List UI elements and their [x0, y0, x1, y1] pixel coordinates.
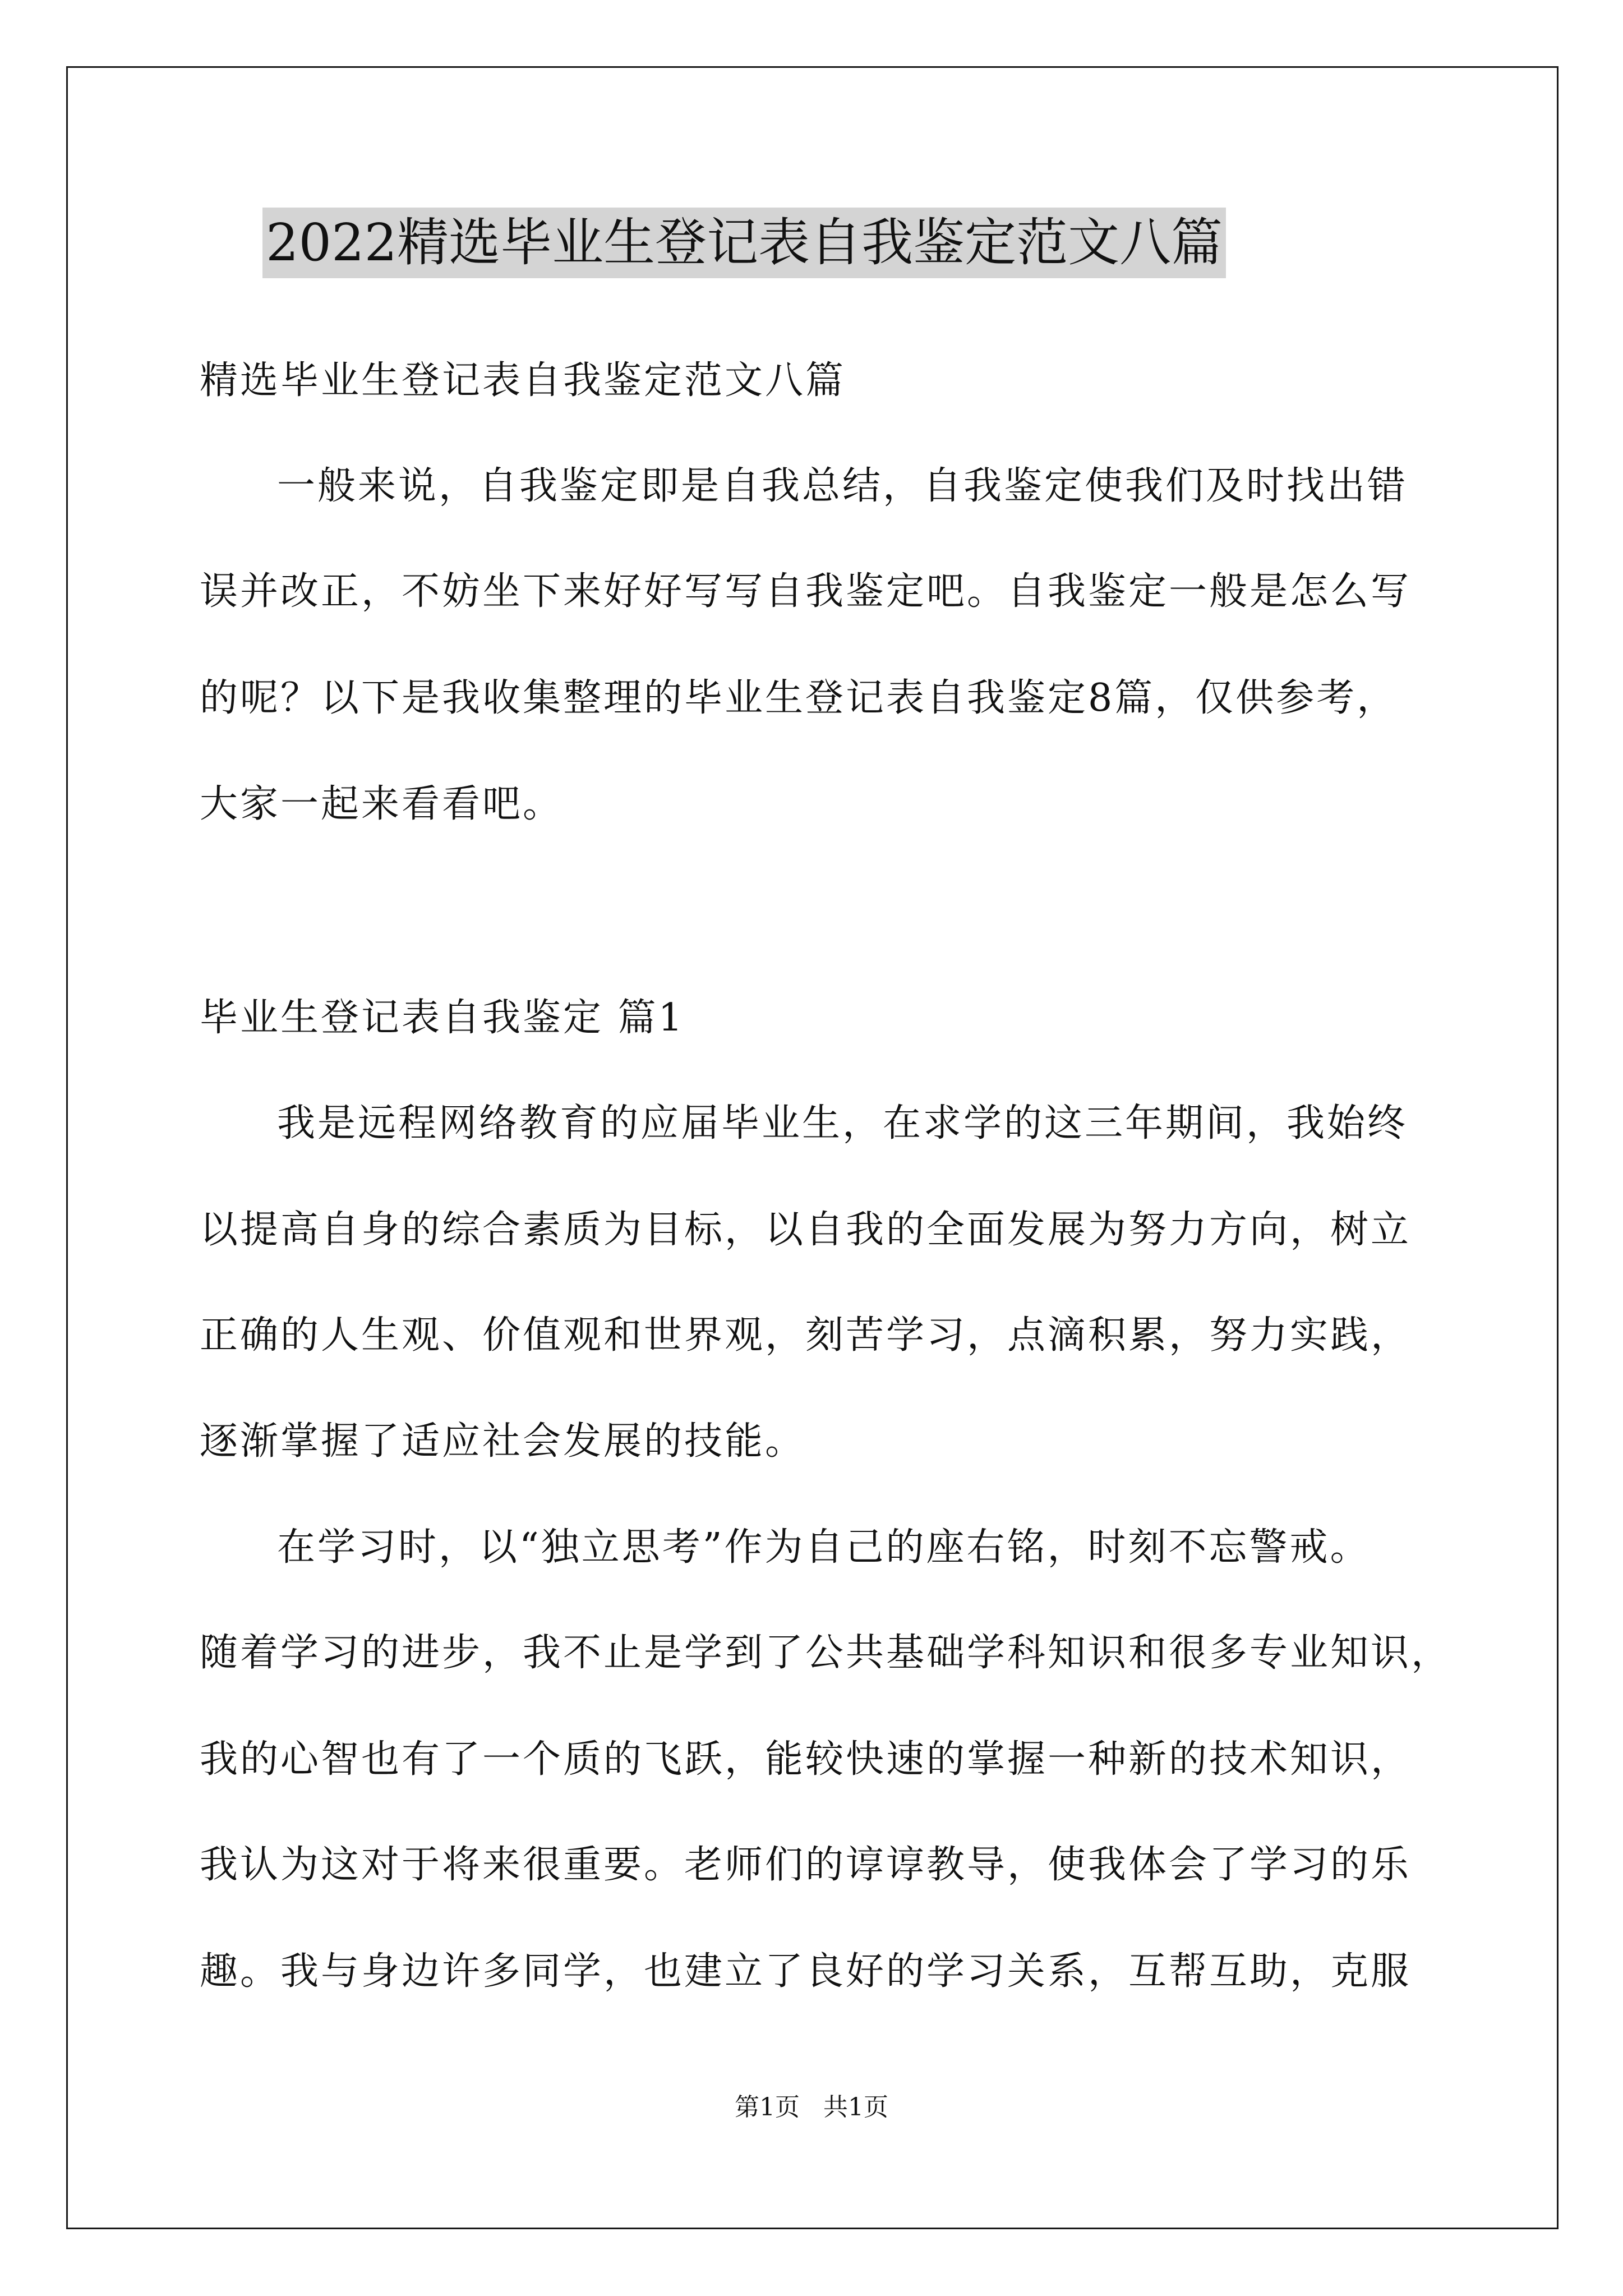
page-number-current: 第1页	[735, 2093, 800, 2122]
document-subtitle: 精选毕业生登记表自我鉴定范文八篇	[200, 358, 846, 403]
intro-line: 大家一起来看看吧。	[200, 782, 564, 826]
intro-line: 一般来说，自我鉴定即是自我总结，自我鉴定使我们及时找出错	[277, 464, 1408, 508]
paragraph1-line: 逐渐掌握了适应社会发展的技能。	[200, 1419, 806, 1464]
section-heading: 毕业生登记表自我鉴定 篇1	[200, 996, 685, 1040]
paragraph1-line: 以提高自身的综合素质为目标，以自我的全面发展为努力方向，树立	[200, 1208, 1412, 1252]
page-number-total: 共1页	[823, 2093, 888, 2122]
paragraph1-line: 我是远程网络教育的应届毕业生，在求学的这三年期间，我始终	[277, 1101, 1408, 1145]
intro-line: 的呢？以下是我收集整理的毕业生登记表自我鉴定8篇，仅供参考，	[200, 676, 1398, 720]
paragraph2-line: 在学习时，以“独立思考”作为自己的座右铭，时刻不忘警戒。	[277, 1525, 1371, 1570]
intro-line: 误并改正，不妨坐下来好好写写自我鉴定吧。自我鉴定一般是怎么写	[200, 569, 1412, 614]
page-footer	[0, 2091, 1623, 2124]
paragraph1-line: 正确的人生观、价值观和世界观，刻苦学习，点滴积累，努力实践，	[200, 1313, 1412, 1358]
document-title: 2022精选毕业生登记表自我鉴定范文八篇	[262, 208, 1226, 278]
paragraph2-line: 随着学习的进步，我不止是学到了公共基础学科知识和很多专业知识，	[200, 1631, 1452, 1675]
paragraph2-line: 我认为这对于将来很重要。老师们的谆谆教导，使我体会了学习的乐	[200, 1843, 1412, 1887]
paragraph2-line: 我的心智也有了一个质的飞跃，能较快速的掌握一种新的技术知识，	[200, 1737, 1412, 1782]
paragraph2-line: 趣。我与身边许多同学，也建立了良好的学习关系，互帮互助，克服	[200, 1949, 1412, 1994]
